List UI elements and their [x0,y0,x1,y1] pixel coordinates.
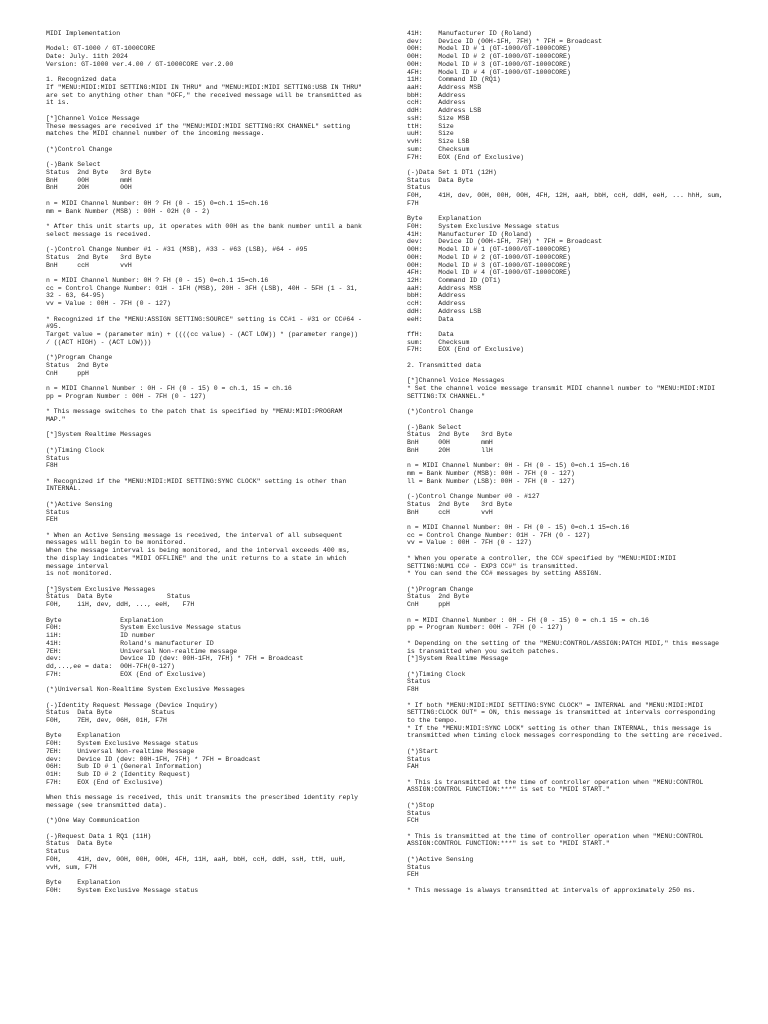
right-column-line: aaH: Address MSB [407,84,482,92]
right-column-line: n = MIDI Channel Number: 0H - FH (0 - 15) 0=ch.1 15=ch.16 [407,462,630,470]
right-column-line: (*)Stop [407,801,435,809]
left-column-line: (*)Active Sensing [46,500,113,508]
left-column-line: If "MENU:MIDI:MIDI SETTING:MIDI IN THRU" and "MENU:MIDI:MIDI SETTING:USB IN THRU" [46,84,362,92]
right-column-line: transmitted when timing clock messages corresponding to the setting are received. [407,732,723,740]
left-column-line [46,578,368,586]
left-column-line: 7EH: Universal Non-realtime Message [46,747,195,755]
right-column-line: * Set the channel voice message transmit MIDI channel number to "MENU:MIDI:MIDI [407,385,716,393]
left-column-line: F0H, 41H, dev, 00H, 00H, 00H, 4FH, 11H, aaH, bbH, ccH, ddH, ssH, ttH, uuH, [46,855,347,863]
right-column-line [407,354,747,362]
left-column-line: INTERNAL. [46,485,82,493]
left-column-line [46,424,368,432]
right-column-line: [*]Channel Voice Messages [407,377,505,385]
left-column-line: * After this unit starts up, it operates with 00H as the bank number until a bank [46,222,362,230]
left-column-line: dev: Device ID (dev: 00H-1FH, 7FH) * 7FH = Broadcast [46,655,304,663]
left-column-line [46,269,368,277]
right-column-line: n = MIDI Channel Number: 0H - FH (0 - 15) 0=ch.1 15=ch.16 [407,524,630,531]
right-column-line: F7H [407,199,419,207]
left-column-line [46,38,368,46]
left-column-line: * This message switches to the patch that is specified by "MENU:MIDI:PROGRAM [46,408,343,416]
left-column-line [46,192,368,200]
right-column-line: (*)Start [407,747,439,755]
right-column-line: Status [407,863,431,871]
left-column-line: cc = Control Change Number: 01H - 1FH (MSB), 20H - 3FH (LSB), 40H - 5FH (1 - 31, [46,284,359,292]
right-column-line: is transmitted when you switch patches. [407,647,560,655]
right-column-line: ddH: Address LSB [407,307,482,315]
left-column-line: [*]System Exclusive Messages [46,585,156,593]
left-column-line: Status Data Byte Status [46,709,175,717]
left-column-line: Target value = (parameter min) + ((((cc value) - (ACT LOW)) * (parameter range)) [46,331,359,339]
right-column-line [407,370,747,378]
right-column [407,30,747,895]
left-column-line: (-)Identity Request Message (Device Inquiry) [46,701,218,709]
left-column-line: pp = Program Number : 00H - 7FH (0 - 127) [46,392,206,400]
right-column-line: SETTING:CLOCK OUT" = ON, this message is transmitted at intervals corresponding [407,709,716,717]
right-column-line: Status 2nd Byte 3rd Byte [407,431,513,439]
left-column-line: (*)Control Change [46,145,113,153]
right-column-line: F8H [407,686,419,694]
right-column-line: 12H: Command ID (DT1) [407,277,501,284]
left-column-line: dd,...,ee = data: 00H-7FH(0-127) [46,662,175,670]
right-column-line: * This is transmitted at the time of controller operation when "MENU:CONTROL [407,832,704,840]
left-column-line: mm = Bank Number (MSB) : 00H - 02H (0 - 2) [46,207,210,215]
right-column-line: 4FH: Model ID # 4 (GT-1000/GT-1000CORE) [407,68,571,76]
right-column-line: F0H, 41H, dev, 00H, 00H, 00H, 4FH, 12H, aaH, bbH, ccH, ddH, eeH, ... hhH, sum, [407,192,723,200]
right-column-line [407,161,747,169]
right-column-line: 41H: Manufacturer ID (Roland) [407,30,532,37]
left-column-line [46,786,368,794]
left-column-line: are set to anything other than "OFF," the received message will be transmitted as [46,91,362,99]
right-column-line: FEH [407,871,419,879]
right-column-line [407,848,747,856]
right-column-line [407,771,747,779]
left-column-line [46,493,368,501]
left-column-line: BnH 20H 00H [46,184,132,192]
left-column-line [46,138,368,146]
left-column-line [46,401,368,409]
right-column-line: to the tempo. [407,716,458,724]
left-column-line: iiH: ID number [46,632,156,640]
right-column-line: ffH: Data [407,331,454,339]
right-column-line: vvH: Size LSB [407,138,470,146]
right-column-line: vv = Value : 00H - 7FH (0 - 127) [407,539,532,547]
left-column-line: MIDI Implementation [46,30,121,37]
left-column-line: 01H: Sub ID # 2 (Identity Request) [46,771,191,778]
right-column-line: n = MIDI Channel Number : 0H - FH (0 - 15) 0 = ch.1 15 = ch.16 [407,616,649,624]
right-column-line [407,879,747,887]
left-column-line: * Recognized if the "MENU:ASSIGN SETTING:SOURCE" setting is CC#1 - #31 or CC#64 - [46,315,362,323]
right-column-line: [*]System Realtime Message [407,655,509,663]
right-column-line [407,323,747,331]
left-column-line [46,609,368,617]
left-column-line: vv = Value : 00H - 7FH (0 - 127) [46,300,171,308]
left-column-line: 1. Recognized data [46,76,117,84]
left-column-line: (*)Timing Clock [46,446,105,454]
left-column-line [46,470,368,478]
left-column-line: (-)Request Data 1 RQ1 (11H) [46,832,152,840]
right-column-line: 00H: Model ID # 3 (GT-1000/GT-1000CORE) [407,261,571,269]
left-column-line: When the message interval is being monitored, and the interval exceeds 400 ms, [46,547,351,555]
right-column-line: 00H: Model ID # 3 (GT-1000/GT-1000CORE) [407,60,571,68]
left-column-line [46,154,368,162]
right-column-line: ASSIGN:CONTROL FUNCTION:***" is set to "MIDI START." [407,786,610,794]
left-column-line: vvH, sum, F7H [46,863,97,871]
left-column-line: F7H: EOX (End of Exclusive) [46,670,206,678]
left-column-line: FEH [46,516,58,524]
right-column-line: ttH: Size [407,122,454,130]
right-column-line: Status [407,678,431,686]
left-column-line [46,238,368,246]
left-column-line: select message is received. [46,230,152,238]
left-column-line: 32 - 63, 64-95) [46,292,105,300]
left-column-line: (*)Program Change [46,354,113,362]
right-column-line: eeH: Data [407,315,454,323]
left-column-line: Model: GT-1000 / GT-1000CORE [46,45,156,53]
left-column-line: 41H: Roland's manufacturer ID [46,639,214,647]
right-column-line: * Depending on the setting of the "MENU:CONTROL/ASSIGN:PATCH MIDI," this message [407,639,720,647]
left-column-line: (-)Bank Select [46,161,101,169]
right-column-line: 41H: Manufacturer ID (Roland) [407,230,532,238]
right-column-line: SETTING:TX CHANNEL." [407,392,486,400]
left-column-line: #95. [46,323,62,331]
right-column-line: (-)Data Set 1 DT1 (12H) [407,168,497,176]
left-column-line: is not monitored. [46,570,113,578]
left-column-line: F7H: EOX (End of Exclusive) [46,778,164,786]
right-column-line: * If the "MENU:MIDI:SYNC LOCK" setting is other than INTERNAL, this message is [407,724,712,732]
right-column-line: dev: Device ID (00H-1FH, 7FH) * 7FH = Broadcast [407,238,603,246]
right-column-line: 00H: Model ID # 1 (GT-1000/GT-1000CORE) [407,246,571,254]
right-column-line: 4FH: Model ID # 4 (GT-1000/GT-1000CORE) [407,269,571,277]
right-column-line: BnH 20H llH [407,446,493,454]
right-column-line: Status [407,184,431,192]
right-column-line: SETTING:NUM1 CC# - EXP3 CC#" is transmitted. [407,562,579,570]
right-column-line [407,401,747,409]
left-column-line: F0H: System Exclusive Message status [46,624,242,632]
right-column-line [407,694,747,702]
left-column-line [46,377,368,385]
right-column-line: (*)Control Change [407,408,474,416]
right-column-line: (*)Active Sensing [407,855,474,863]
right-column-line: sum: Checksum [407,145,470,153]
left-column-line: messages will begin to be monitored. [46,539,187,547]
right-column-line [407,632,747,640]
left-column-line: F8H [46,462,58,470]
left-column-line [46,825,368,833]
left-column-line: BnH ccH vvH [46,261,132,269]
left-column-line: Status Data Byte [46,840,113,848]
left-column-line: dev: Device ID (dev: 00H-1FH, 7FH) * 7FH = Broadcast [46,755,261,763]
right-column-line: * If both "MENU:MIDI:MIDI SETTING:SYNC CLOCK" = INTERNAL and "MENU:MIDI:MIDI [407,701,704,709]
left-column-line: [*]Channel Voice Message [46,114,140,122]
right-column-line: * This is transmitted at the time of controller operation when "MENU:CONTROL [407,778,704,786]
right-column-line [407,663,747,671]
right-column-line: BnH 00H mmH [407,439,493,447]
right-column-line: uuH: Size [407,130,454,138]
right-column-line: aaH: Address MSB [407,284,482,292]
right-column-line: BnH ccH vvH [407,508,493,516]
right-column-line: ll = Bank Number (LSB): 00H - 7FH (0 - 127) [407,477,575,485]
right-column-line: (-)Control Change Number #0 - #127 [407,493,540,501]
left-column-line: MAP." [46,415,66,423]
right-column-line: ccH: Address [407,300,466,308]
left-column-line: message interval [46,562,109,570]
right-column-line: cc = Control Change Number: 01H - 7FH (0 - 127) [407,531,591,539]
left-column-line: matches the MIDI channel number of the incoming message. [46,130,265,138]
right-column-line: FAH [407,763,419,771]
left-column-line: the display indicates "MIDI OFFLINE" and the unit returns to a state in which [46,554,347,562]
left-column-line: n = MIDI Channel Number: 0H ? FH (0 - 15) 0=ch.1 15=ch.16 [46,199,269,207]
left-column-line [46,439,368,447]
right-column-line: Byte Explanation [407,215,482,223]
right-column-line [407,825,747,833]
right-column-line: (*)Timing Clock [407,670,466,678]
left-column [46,30,368,895]
right-column-line: pp = Program Number: 00H - 7FH (0 - 127) [407,624,564,632]
left-column-line: Status [46,508,70,516]
left-column-line: Byte Explanation [46,879,121,887]
left-column-line: BnH 00H mmH [46,176,132,184]
right-column-line: * You can send the CC# messages by setting ASSIGN. [407,570,603,578]
right-column-line: Status 2nd Byte [407,593,470,601]
left-column-line: Byte Explanation [46,732,121,740]
left-column-line: These messages are received if the "MENU:MIDI:MIDI SETTING:RX CHANNEL" setting [46,122,351,130]
left-column-line: When this message is received, this unit transmits the prescribed identity reply [46,794,359,802]
left-column-line: Status [46,454,70,462]
right-column-line: (-)Bank Select [407,423,462,431]
left-column-line: [*]System Realtime Messages [46,431,152,439]
right-column-line: ASSIGN:CONTROL FUNCTION:***" is set to "MIDI START." [407,840,610,848]
right-column-line: Status Data Byte [407,176,474,184]
right-column-line [407,516,747,524]
right-column-line: sum: Checksum [407,338,470,346]
right-column-line: F7H: EOX (End of Exclusive) [407,346,525,354]
left-column-line: (*)One Way Communication [46,817,140,825]
left-column-line [46,69,368,77]
right-column-line [407,740,747,748]
left-column-line: message (see transmitted data). [46,801,167,809]
left-column-line: F0H, 7EH, dev, 06H, 01H, F7H [46,716,167,724]
right-column-line: CnH ppH [407,601,450,609]
right-column-line: 00H: Model ID # 1 (GT-1000/GT-1000CORE) [407,45,571,53]
right-column-line: FCH [407,817,419,825]
left-column-line [46,308,368,316]
left-column-line: n = MIDI Channel Number : 0H - FH (0 - 15) 0 = ch.1, 15 = ch.16 [46,385,292,393]
left-column-line [46,524,368,532]
right-column-line [407,455,747,463]
left-column-line: 7EH: Universal Non-realtime message [46,647,238,655]
right-column-line: 11H: Command ID (RQ1) [407,76,501,84]
left-column-line: (*)Universal Non-Realtime System Exclusive Messages [46,686,245,694]
left-column-line: Status [46,848,70,856]
right-column-line: ssH: Size MSB [407,114,470,122]
left-column-line [46,694,368,702]
left-column-line: Byte Explanation [46,616,164,624]
left-column-line [46,678,368,686]
left-column-line: Status Data Byte Status [46,593,191,601]
right-column-line: Status [407,809,431,817]
left-column-line [46,871,368,879]
right-column-line: 00H: Model ID # 2 (GT-1000/GT-1000CORE) [407,253,571,261]
left-column-line: (-)Control Change Number #1 - #31 (MSB), #33 - #63 (LSB), #64 - #95 [46,246,308,254]
left-column-line: * Recognized if the "MENU:MIDI:MIDI SETTING:SYNC CLOCK" setting is other than [46,477,347,485]
left-column-line: it is. [46,99,70,107]
left-column-line: Version: GT-1000 ver.4.00 / GT-1000CORE ver.2.00 [46,60,234,68]
left-column-line [46,346,368,354]
right-column-line: F0H: System Exclusive Message status [407,222,560,230]
right-column-line: bbH: Address [407,91,466,99]
left-column-line: F0H, iiH, dev, ddH, ..., eeH, F7H [46,601,195,609]
right-column-line: * This message is always transmitted at intervals of approximately 250 ms. [407,886,696,894]
right-column-line: * When you operate a controller, the CC# specified by "MENU:MIDI:MIDI [407,554,677,562]
right-column-line [407,485,747,493]
left-column-line: n = MIDI Channel Number: 0H ? FH (0 - 15) 0=ch.1 15=ch.16 [46,277,269,284]
left-column-line: F0H: System Exclusive Message status [46,740,199,748]
right-column-line: 00H: Model ID # 2 (GT-1000/GT-1000CORE) [407,53,571,61]
left-column-line: Status 2nd Byte 3rd Byte [46,253,152,261]
left-column-line: Date: July. 11th 2024 [46,53,128,61]
left-column-line: * When an Active Sensing message is received, the interval of all subsequent [46,531,343,539]
right-column-line: ccH: Address [407,99,466,107]
left-column-line: F0H: System Exclusive Message status [46,886,199,894]
left-column-line: CnH ppH [46,369,89,377]
right-column-line: dev: Device ID (00H-1FH, 7FH) * 7FH = Broadcast [407,37,603,45]
right-column-line [407,208,747,216]
right-column-line: mm = Bank Number (MSB): 00H - 7FH (0 - 127) [407,469,575,477]
right-column-line: F7H: EOX (End of Exclusive) [407,153,525,161]
right-column-line: ddH: Address LSB [407,107,482,115]
right-column-line [407,416,747,424]
right-column-line: Status 2nd Byte 3rd Byte [407,500,513,508]
right-column-line: bbH: Address [407,292,466,300]
right-column-line: Status [407,755,431,763]
left-column-line: Status 2nd Byte 3rd Byte [46,168,152,176]
left-column-line [46,725,368,733]
right-column-line [407,547,747,555]
right-column-line: 2. Transmitted data [407,361,482,369]
left-column-line [46,107,368,115]
right-column-line [407,794,747,802]
right-column-line [407,609,747,617]
left-column-line: / ((ACT HIGH) - (ACT LOW))) [46,338,152,346]
right-column-line: (*)Program Change [407,585,474,593]
right-column-line [407,578,747,586]
left-column-line: 06H: Sub ID # 1 (General Information) [46,763,203,771]
left-column-line [46,810,368,818]
left-column-line [46,215,368,223]
left-column-line: Status 2nd Byte [46,361,109,369]
